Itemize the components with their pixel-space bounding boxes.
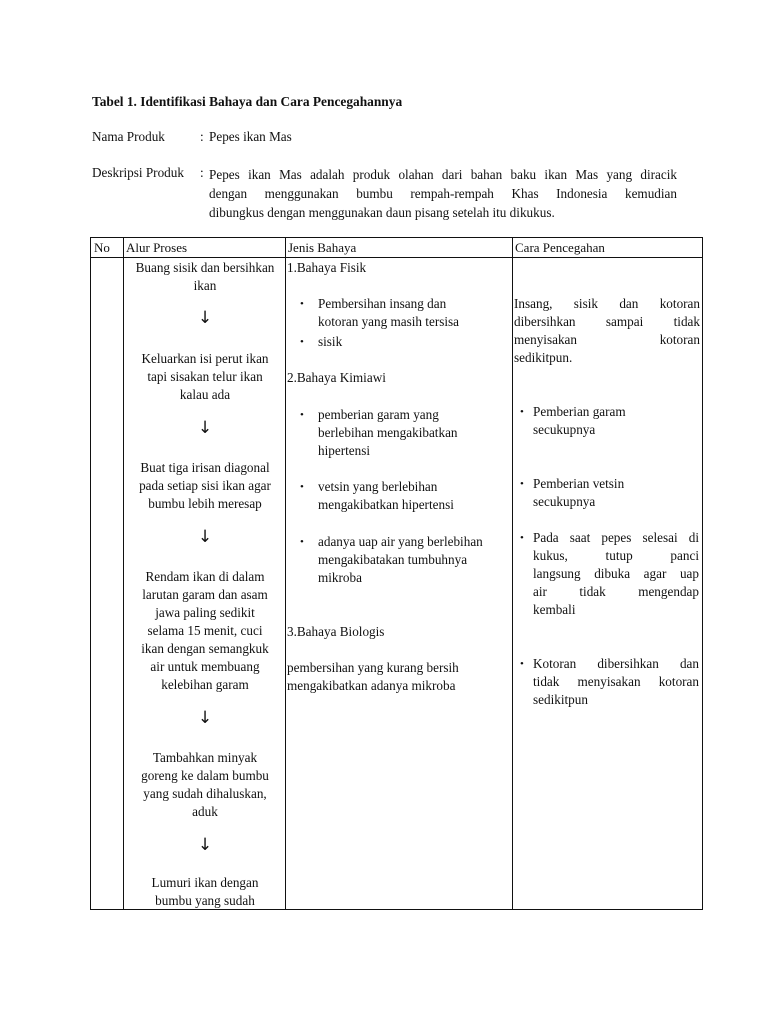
hazard-item (318, 406, 508, 460)
step-line: Keluarkan isi perut ikan (141, 351, 269, 366)
prevention-item (533, 475, 699, 511)
prevention-fisik (514, 295, 700, 367)
hazard-line: hipertensi (318, 443, 371, 458)
step-line: kalau ada (179, 387, 231, 402)
prevention-line: kembali (533, 602, 576, 617)
column-divider (123, 237, 124, 910)
jenis-bahaya-cell (287, 259, 511, 909)
prevention-line: menyisakan kotoran (514, 332, 700, 347)
header-jenis-bahaya: Jenis Bahaya (288, 240, 357, 255)
step-line: bumbu yang sudah (155, 893, 255, 908)
step-line: Buat tiga irisan diagonal (140, 460, 270, 475)
process-step (125, 568, 285, 694)
down-arrow-icon: ↓ (197, 708, 213, 728)
nama-produk-colon: : (200, 129, 204, 144)
bullet-icon: • (300, 536, 304, 548)
step-line: tapi sisakan telur ikan (147, 369, 263, 384)
bullet-icon: • (300, 481, 304, 493)
hazard-item (318, 478, 508, 514)
step-line: yang sudah dihaluskan, (143, 786, 267, 801)
prevention-item (533, 655, 699, 709)
hazard-line: Pembersihan insang dan (318, 296, 447, 311)
hazard-line: vetsin yang berlebihan (318, 479, 438, 494)
step-line: goreng ke dalam bumbu (141, 768, 269, 783)
bullet-icon: • (520, 658, 524, 670)
cara-pencegahan-cell (514, 259, 700, 909)
step-line: air untuk membuang (150, 659, 260, 674)
header-divider (90, 257, 703, 258)
hazard-line: mengakibatkan hipertensi (318, 497, 454, 512)
hazard-item (318, 333, 508, 351)
bahaya-fisik-heading: 1.Bahaya Fisik (287, 260, 367, 275)
bahaya-kimiawi-heading: 2.Bahaya Kimiawi (287, 370, 386, 385)
hazard-item (318, 295, 508, 331)
bullet-icon: • (300, 336, 304, 348)
step-line: aduk (192, 804, 218, 819)
down-arrow-icon: ↓ (197, 527, 213, 547)
hazard-line: kotoran yang masih tersisa (318, 314, 459, 329)
prevention-line: secukupnya (533, 494, 596, 509)
hazard-line: mengakibatkan adanya mikroba (287, 678, 456, 693)
bahaya-biologis-heading: 3.Bahaya Biologis (287, 624, 385, 639)
step-line: larutan garam dan asam (142, 587, 268, 602)
step-line: ikan (193, 278, 217, 293)
prevention-line: tidak menyisakan kotoran (533, 674, 699, 689)
alur-proses-cell (125, 259, 285, 909)
prevention-line: Pemberian vetsin (533, 476, 625, 491)
down-arrow-icon: ↓ (197, 835, 213, 855)
process-step (125, 749, 285, 821)
prevention-line: langsung dibuka agar uap (533, 566, 699, 581)
prevention-line: kukus, tutup panci (533, 548, 699, 563)
hazard-line: mengakibatakan tumbuhnya (318, 552, 468, 567)
prevention-line: Kotoran dibersihkan dan (533, 656, 699, 671)
hazard-table (90, 237, 703, 910)
bahaya-biologis-text (287, 659, 459, 695)
header-cara-pencegahan: Cara Pencegahan (515, 240, 605, 255)
hazard-line: mikroba (318, 570, 362, 585)
deskripsi-line: dibungkus dengan menggunakan daun pisang setelah itu dikukus. (209, 205, 555, 220)
process-step (125, 874, 285, 910)
bullet-icon: • (300, 298, 304, 310)
prevention-line: dibersihkan sampai tidak (514, 314, 700, 329)
process-step (125, 459, 285, 513)
prevention-line: Insang, sisik dan kotoran (514, 296, 700, 311)
step-line: ikan dengan semangkuk (141, 641, 269, 656)
process-step (125, 259, 285, 295)
column-divider (285, 237, 286, 910)
prevention-line: sedikitpun (533, 692, 588, 707)
deskripsi-line: Pepes ikan Mas adalah produk olahan dari bahan baku ikan Mas yang diracik (209, 167, 677, 182)
prevention-line: Pemberian garam (533, 404, 626, 419)
header-no: No (94, 240, 110, 255)
prevention-line: air tidak mengendap (533, 584, 699, 599)
hazard-line: adanya uap air yang berlebihan (318, 534, 483, 549)
deskripsi-produk-label: Deskripsi Produk (92, 165, 184, 180)
process-step (125, 350, 285, 404)
deskripsi-produk-colon: : (200, 165, 204, 180)
column-divider (512, 237, 513, 910)
prevention-item (533, 403, 699, 439)
hazard-line: sisik (318, 334, 343, 349)
bullet-icon: • (300, 409, 304, 421)
hazard-line: pemberian garam yang (318, 407, 439, 422)
step-line: jawa paling sedikit (155, 605, 255, 620)
nama-produk-label: Nama Produk (92, 129, 165, 144)
hazard-line: berlebihan mengakibatkan (318, 425, 458, 440)
nama-produk-value: Pepes ikan Mas (209, 129, 292, 144)
prevention-line: Pada saat pepes selesai di (533, 530, 699, 545)
down-arrow-icon: ↓ (197, 418, 213, 438)
hazard-line: pembersihan yang kurang bersih (287, 660, 459, 675)
bullet-icon: • (520, 478, 524, 490)
prevention-line: sedikitpun. (514, 350, 573, 365)
deskripsi-line: dengan menggunakan bumbu rempah-rempah Khas Indonesia kemudian (209, 186, 677, 201)
step-line: Rendam ikan di dalam (145, 569, 265, 584)
header-alur-proses: Alur Proses (126, 240, 188, 255)
table-title: Tabel 1. Identifikasi Bahaya dan Cara Pencegahannya (92, 94, 403, 109)
down-arrow-icon: ↓ (197, 308, 213, 328)
step-line: selama 15 menit, cuci (147, 623, 263, 638)
deskripsi-produk-text (209, 165, 677, 222)
step-line: pada setiap sisi ikan agar (139, 478, 271, 493)
step-line: Buang sisik dan bersihkan (135, 260, 275, 275)
prevention-line: secukupnya (533, 422, 596, 437)
step-line: Lumuri ikan dengan (151, 875, 259, 890)
bullet-icon: • (520, 532, 524, 544)
bullet-icon: • (520, 406, 524, 418)
step-line: kelebihan garam (161, 677, 249, 692)
step-line: Tambahkan minyak (152, 750, 258, 765)
step-line: bumbu lebih meresap (148, 496, 262, 511)
hazard-item (318, 533, 508, 587)
prevention-item (533, 529, 699, 619)
